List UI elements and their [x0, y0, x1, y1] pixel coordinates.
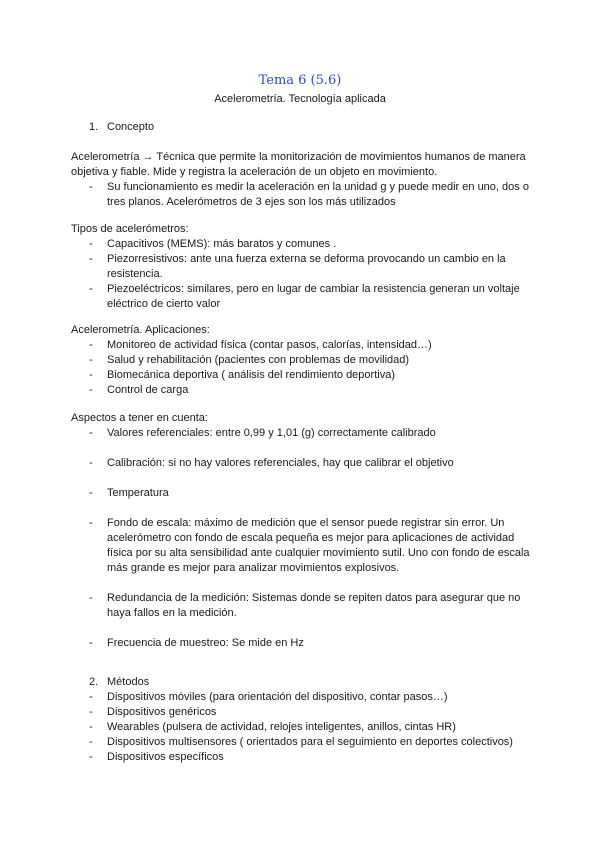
list-item: - Calibración: si no hay valores referenciales, hay que calibrar el objetivo: [89, 457, 454, 469]
bullet-dash: -: [89, 487, 93, 499]
bullet-dash: -: [89, 736, 93, 748]
bullet-dash: -: [89, 339, 93, 351]
document-title: Tema 6 (5.6): [258, 73, 342, 88]
section-concept-heading: [71, 120, 541, 135]
aspects-heading: Aspectos a tener en cuenta:: [71, 412, 208, 424]
list-item: - Dispositivos genéricos: [89, 706, 217, 718]
bullet-dash: -: [89, 751, 93, 763]
concept-block: [71, 150, 541, 210]
list-item: - Salud y rehabilitación (pacientes con problemas de movilidad): [89, 354, 410, 366]
list-item: - Biomecánica deportiva ( análisis del rendimiento deportiva): [89, 369, 395, 381]
list-item: - Fondo de escala: máximo de medición que el sensor puede registrar sin error. Un acelerómetro con fondo de escala pequeña es mejor para aplicaciones de actividad física por su alta sensibilidad ante cualquier movimiento sutil. Uno con fondo de escala más grande es mejor para analizar movimientos explosivos.: [89, 517, 530, 574]
list-item: - Capacitivos (MEMS): más baratos y comunes .: [89, 238, 337, 250]
bullet-dash: -: [89, 706, 93, 718]
bullet-dash: -: [89, 253, 93, 265]
list-item: - Redundancia de la medición: Sistemas donde se repiten datos para asegurar que no haya fallos en la medición.: [89, 592, 521, 619]
list-item: - Dispositivos multisensores ( orientados para el seguimiento en deportes colectivos): [89, 736, 513, 748]
bullet-dash: -: [89, 384, 93, 396]
types-heading: Tipos de acelerómetros:: [71, 223, 189, 235]
methods-block: [71, 690, 541, 765]
aspects-block: [71, 411, 541, 651]
bullet-dash: -: [89, 721, 93, 733]
list-item: - Dispositivos específicos: [89, 751, 224, 763]
bullet-dash: -: [89, 457, 93, 469]
applications-block: [71, 323, 541, 398]
bullet-dash: -: [89, 369, 93, 381]
applications-heading: Acelerometría. Aplicaciones:: [71, 324, 210, 336]
bullet-dash: -: [89, 637, 93, 649]
section-label: Métodos: [107, 676, 150, 688]
bullet-dash: -: [89, 517, 93, 529]
section-label: Concepto: [107, 121, 155, 133]
aspects-list: [71, 426, 541, 651]
types-block: [71, 222, 541, 312]
bullet-dash: -: [89, 691, 93, 703]
concept-paragraph: Acelerometría → Técnica que permite la monitorización de movimientos humanos de manera objetiva y fiable. Mide y registra la aceleración de un objeto en movimiento.: [71, 151, 526, 178]
list-item: - Valores referenciales: entre 0,99 y 1,01 (g) correctamente calibrado: [89, 427, 436, 439]
bullet-dash: -: [89, 427, 93, 439]
bullet-dash: -: [89, 238, 93, 250]
applications-list: [71, 338, 541, 398]
section-number: 2.: [89, 676, 99, 688]
list-item: - Control de carga: [89, 384, 189, 396]
section-methods-heading: [71, 675, 541, 690]
list-item: - Temperatura: [89, 487, 169, 499]
bullet-dash: -: [89, 181, 93, 193]
list-item: - Monitoreo de actividad física (contar pasos, calorías, intensidad…): [89, 339, 432, 351]
bullet-dash: -: [89, 592, 93, 604]
bullet-dash: -: [89, 354, 93, 366]
document-subtitle: Acelerometría. Tecnología aplicada: [214, 93, 386, 105]
bullet-dash: -: [89, 283, 93, 295]
list-item: - Dispositivos móviles (para orientación del dispositivo, contar pasos…): [89, 691, 448, 703]
list-item: - Su funcionamiento es medir la aceleración en la unidad g y puede medir en uno, dos o tres planos. Acelerómetros de 3 ejes son los más utilizados: [89, 181, 529, 208]
list-item: - Wearables (pulsera de actividad, relojes inteligentes, anillos, cintas HR): [89, 721, 456, 733]
list-item: - Piezoeléctricos: similares, pero en lugar de cambiar la resistencia generan un voltaje eléctrico de cierto valor: [89, 283, 520, 310]
concept-list: [71, 180, 541, 210]
methods-list: [71, 690, 541, 765]
list-item: - Frecuencia de muestreo: Se mide en Hz: [89, 637, 304, 649]
types-list: [71, 237, 541, 312]
section-number: 1.: [89, 121, 99, 133]
list-item: - Piezorresistivos: ante una fuerza externa se deforma provocando un cambio en la resistencia.: [89, 253, 506, 280]
